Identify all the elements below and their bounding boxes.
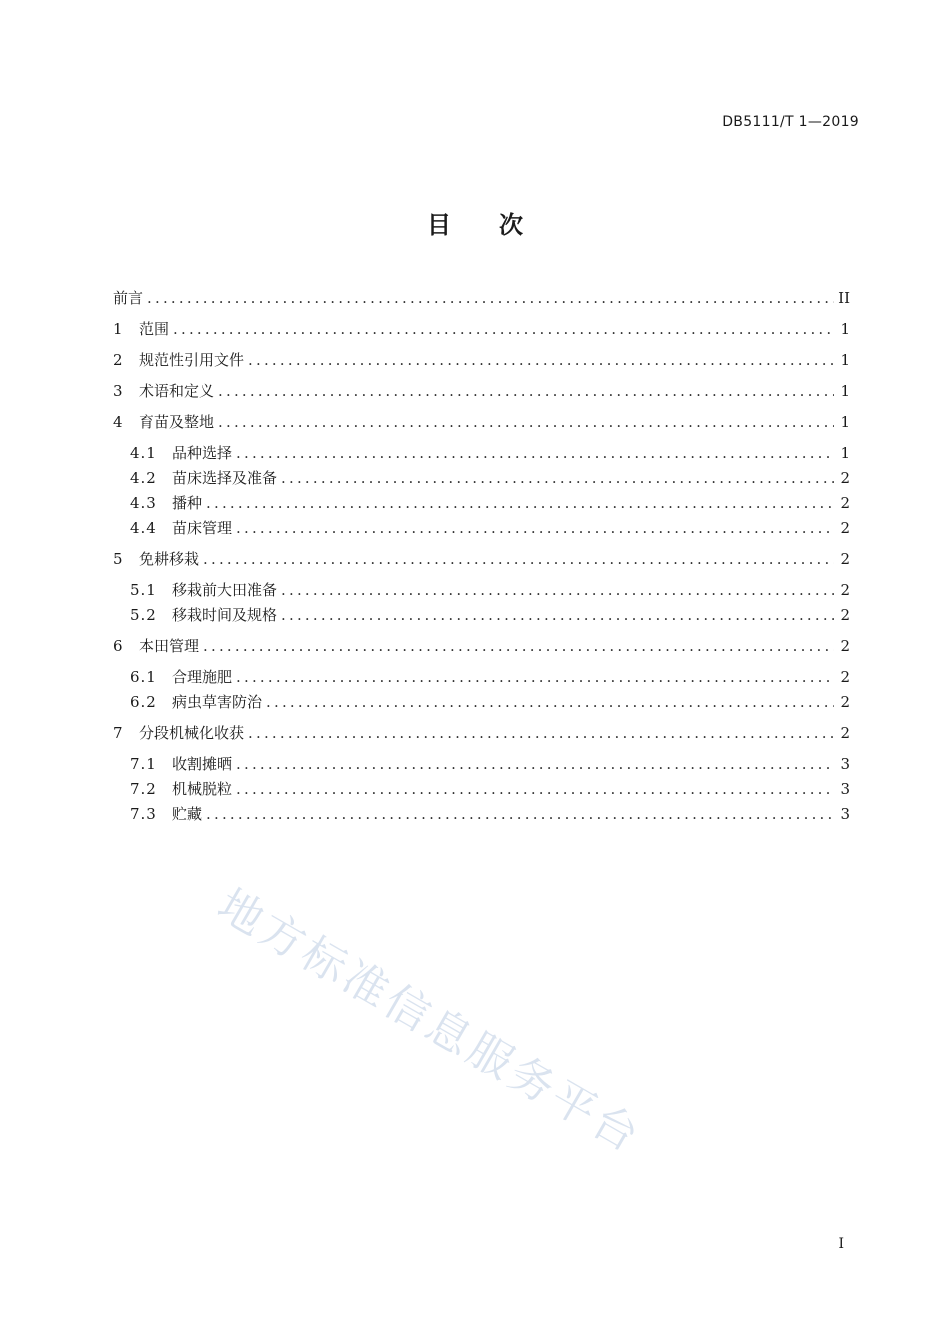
toc-entry-page: 3 [840,805,850,823]
toc-subentry[interactable] [130,468,850,488]
toc-entry-number: 5.2 [130,606,157,624]
toc-leader-dots [147,288,834,308]
toc-entry-title: 合理施肥 [172,668,233,686]
toc-leader-dots [236,443,834,463]
toc-entry-title: 播种 [172,494,203,512]
toc-entry-page: 2 [840,581,850,599]
toc-entry-title: 免耕移栽 [139,550,200,568]
toc-subentry[interactable] [130,518,850,538]
title-char-2: 次 [499,211,523,239]
toc-subentry[interactable] [130,443,850,463]
toc-entry-number: 4.2 [130,469,157,487]
toc-entry-title: 贮藏 [172,805,203,823]
toc-entry-page: 2 [840,668,850,686]
toc-entry-title: 移栽前大田准备 [172,581,278,599]
toc-entry[interactable] [113,350,850,370]
toc-subentry[interactable] [130,754,850,774]
toc-leader-dots [218,381,834,401]
page-title [0,205,950,240]
toc-entry-page: 1 [840,382,850,400]
toc-leader-dots [206,493,834,513]
toc-entry[interactable] [113,381,850,401]
toc-entry-number: 3 [113,382,123,400]
toc-entry-page: 1 [840,444,850,462]
toc-leader-dots [236,667,834,687]
toc-entry-page: 2 [840,519,850,537]
toc-entry[interactable] [113,549,850,569]
toc-entry[interactable] [113,319,850,339]
toc-leader-dots [206,804,834,824]
toc-leader-dots [236,779,834,799]
toc-entry-page: 2 [840,469,850,487]
toc-entry-title: 育苗及整地 [139,413,215,431]
toc-entry[interactable] [113,636,850,656]
toc-subentry[interactable] [130,779,850,799]
toc-leader-dots [203,549,834,569]
toc-leader-dots [266,692,834,712]
toc-entry-page: 2 [840,637,850,655]
toc-entry-title: 本田管理 [139,637,200,655]
toc-entry-title: 范围 [139,320,170,338]
toc-entry-title: 品种选择 [172,444,233,462]
toc-leader-dots [281,605,834,625]
toc-entry-number: 1 [113,320,123,338]
toc-entry-page: 2 [840,550,850,568]
toc-entry[interactable] [113,412,850,432]
title-char-1: 目 [427,211,451,239]
toc-entry-number: 7 [113,724,123,742]
toc-entry-title: 前言 [113,289,144,307]
document-code: DB5111/T 1—2019 [722,114,859,130]
toc-leader-dots [281,580,834,600]
toc-entry-number: 6 [113,637,123,655]
toc-entry-number: 6.1 [130,668,157,686]
toc-subentry[interactable] [130,605,850,625]
toc-entry-foreword[interactable] [113,288,850,308]
toc-entry-page: 2 [840,693,850,711]
toc-subentry[interactable] [130,580,850,600]
toc-entry-number: 7.1 [130,755,157,773]
toc-entry-title: 苗床选择及准备 [172,469,278,487]
toc-entry-page: 1 [840,320,850,338]
toc-leader-dots [248,350,834,370]
toc-entry-title: 收割摊晒 [172,755,233,773]
toc-leader-dots [173,319,834,339]
toc-entry-title: 病虫草害防治 [172,693,263,711]
toc-entry-number: 4.1 [130,444,157,462]
toc-entry-page: 2 [840,494,850,512]
toc-entry-title: 术语和定义 [139,382,215,400]
toc-leader-dots [218,412,834,432]
toc-entry-number: 7.3 [130,805,157,823]
toc-entry-title: 规范性引用文件 [139,351,245,369]
toc-entry-title: 机械脱粒 [172,780,233,798]
toc-entry-number: 4.3 [130,494,157,512]
toc-entry-title: 苗床管理 [172,519,233,537]
toc-entry-page: 1 [840,351,850,369]
toc-entry-page: 1 [840,413,850,431]
toc-entry-number: 5 [113,550,123,568]
toc-leader-dots [281,468,834,488]
toc-leader-dots [236,518,834,538]
toc-entry-title: 移栽时间及规格 [172,606,278,624]
toc-entry-page: 3 [840,780,850,798]
page-number: I [838,1236,844,1252]
toc-leader-dots [203,636,834,656]
toc-entry-number: 4 [113,413,123,431]
toc-entry-page: 2 [840,724,850,742]
toc-entry-page: 2 [840,606,850,624]
toc-entry-number: 7.2 [130,780,157,798]
toc-entry-number: 4.4 [130,519,157,537]
toc-entry-page: 3 [840,755,850,773]
watermark: 地方标准信息服务平台 [209,879,651,1164]
toc-subentry[interactable] [130,804,850,824]
toc-subentry[interactable] [130,493,850,513]
toc-entry-page: II [838,289,850,307]
toc-entry-number: 2 [113,351,123,369]
toc-entry-title: 分段机械化收获 [139,724,245,742]
toc-subentry[interactable] [130,692,850,712]
toc-leader-dots [248,723,834,743]
toc-leader-dots [236,754,834,774]
toc-subentry[interactable] [130,667,850,687]
toc-entry[interactable] [113,723,850,743]
toc-entry-number: 5.1 [130,581,157,599]
toc-entry-number: 6.2 [130,693,157,711]
